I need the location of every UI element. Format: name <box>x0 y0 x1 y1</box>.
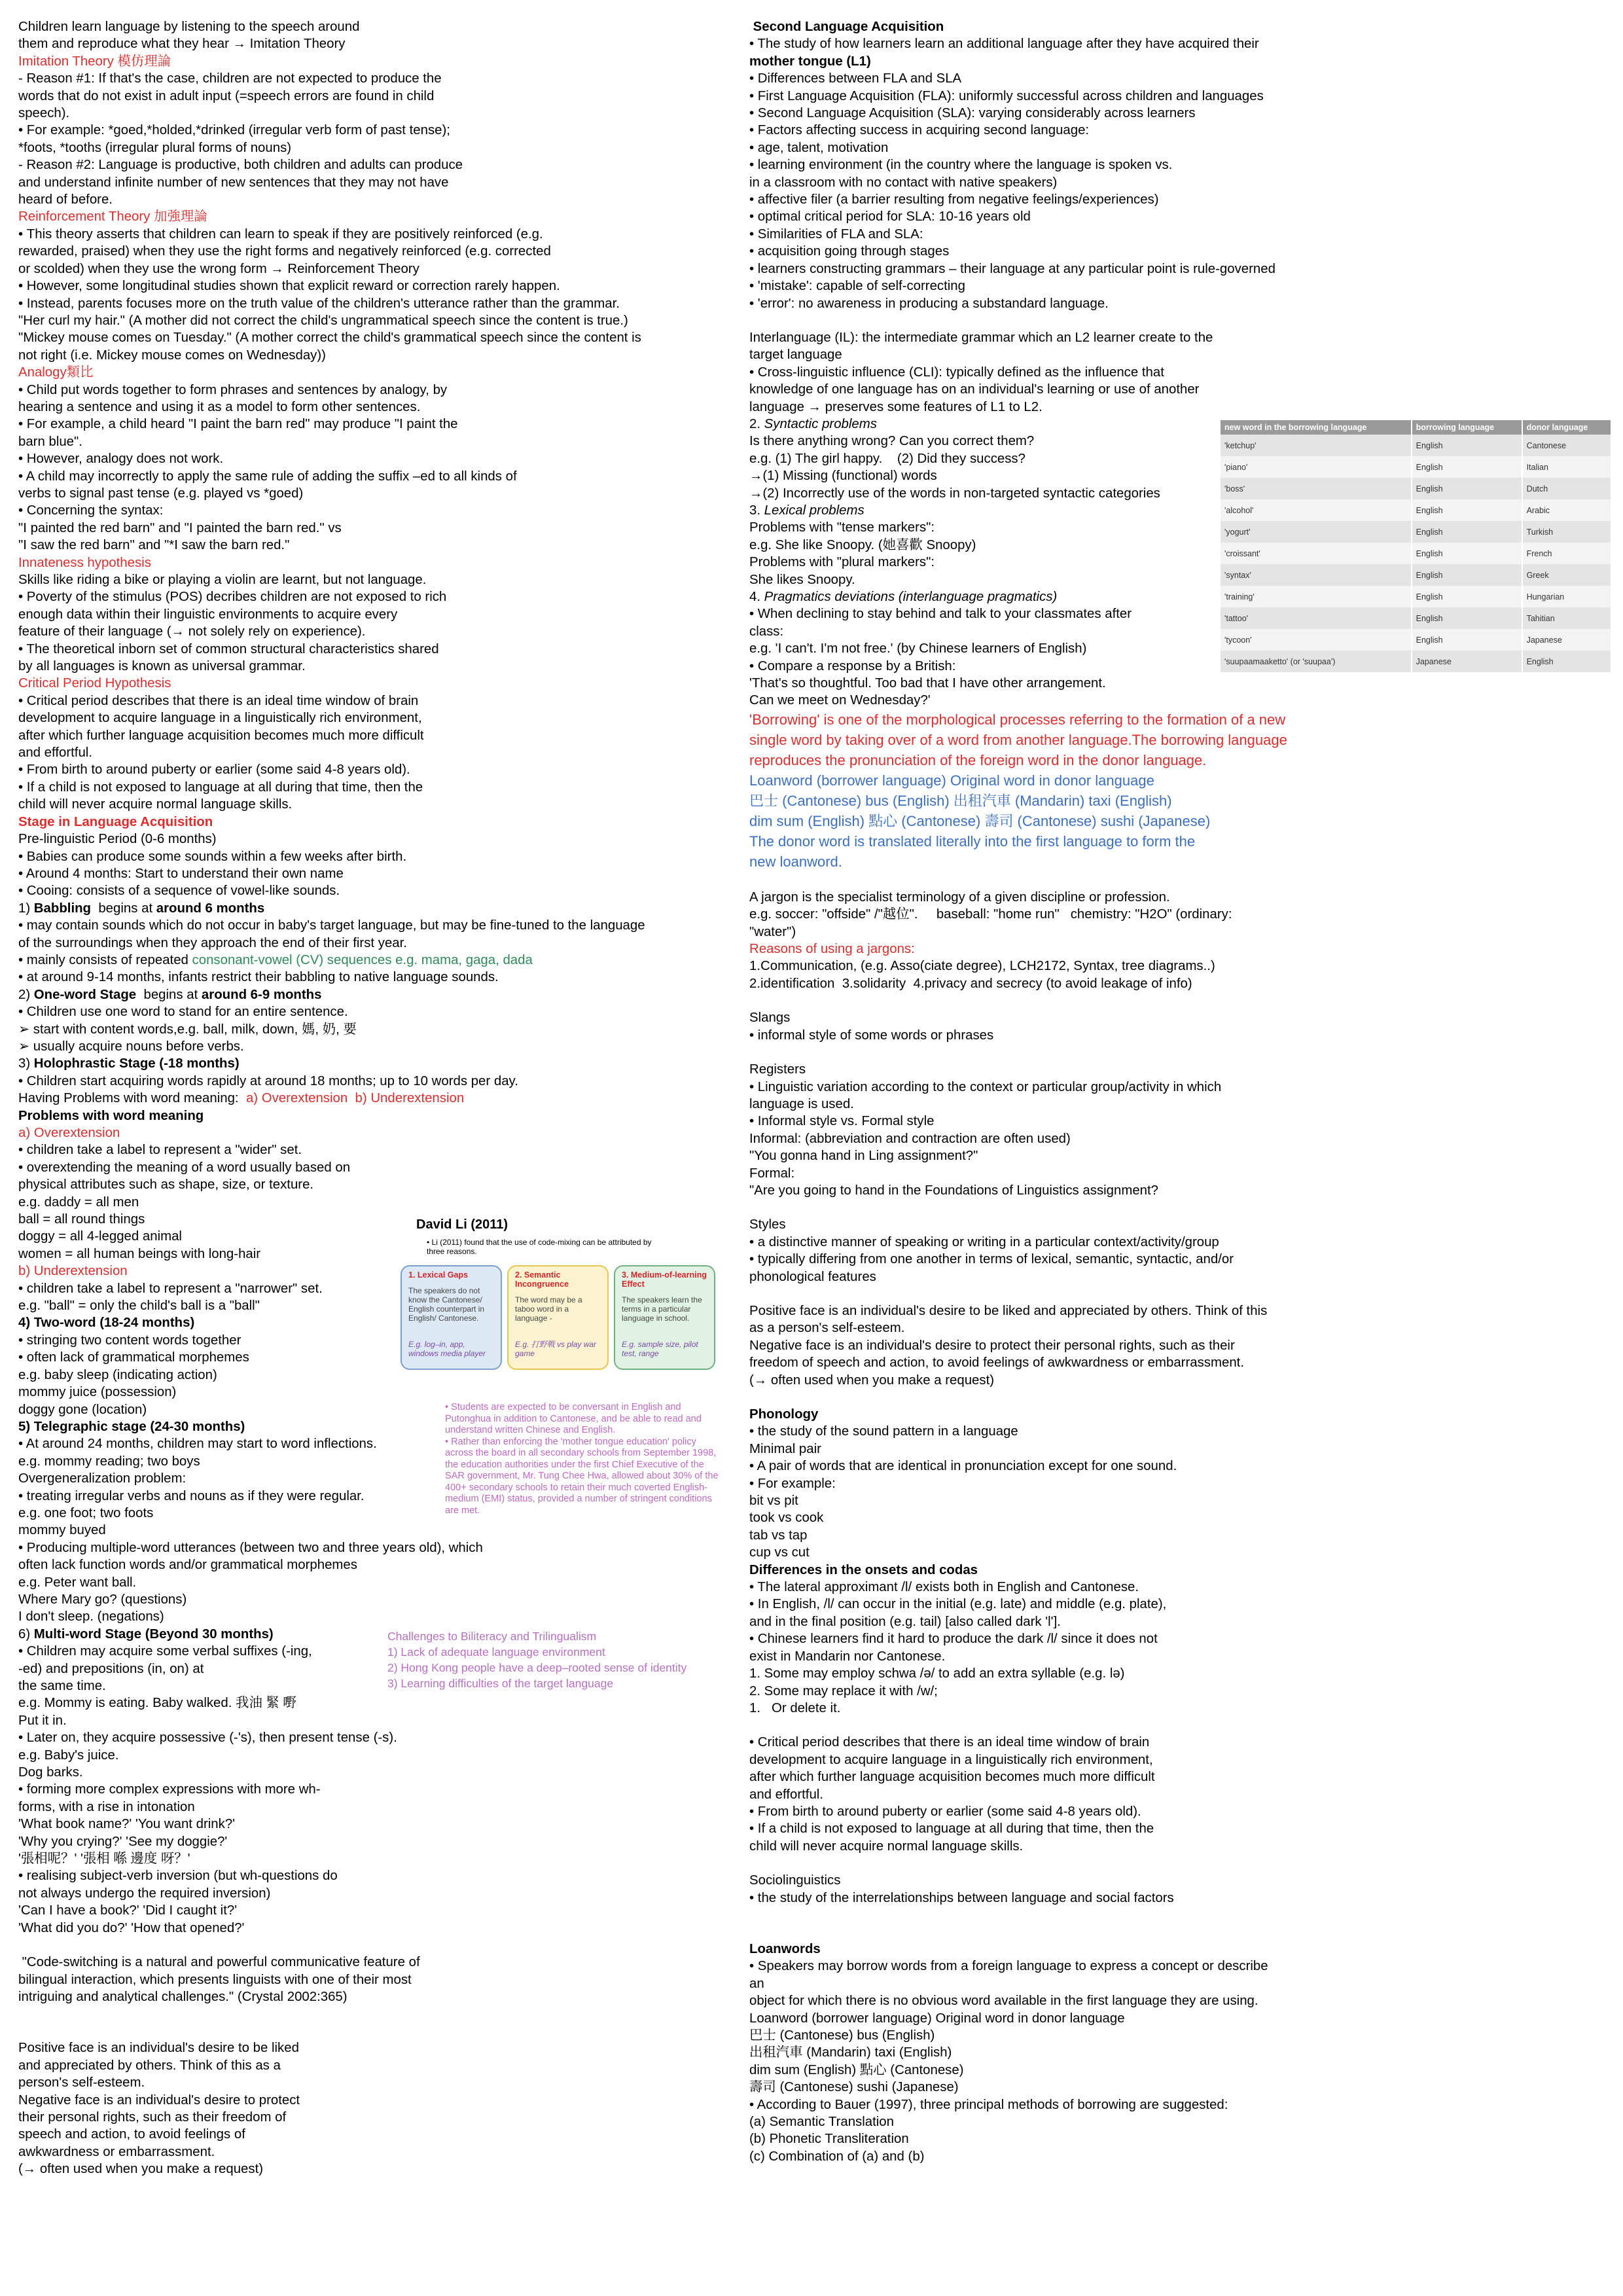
heading-analogy: Analogy類比 <box>18 365 94 380</box>
right-column <box>749 18 1351 2165</box>
jargon-section: A jargon is the specialist terminology of a given discipline or profession. e.g. soccer: "offside" /"越位". baseball: "home run" chemistry: "H2O" (ordinary: "water") Reasons of using a jargons: 1.Communication, (e.g. Asso(ciate degree), LCH2172, Syntax, tree diagrams..) 2.identification 3.solidarity 4.privacy and secrecy (to avoid leakage of info) <box>749 889 1232 991</box>
critical-period-section: • Critical period describes that there is an ideal time window of brain development to acquire language in a linguistically rich environment, after which further language acquisition becomes much more difficult and effortful. • From birth to around puberty or earlier (some said 4-8 years old). • If a child is not exposed to language at all during that time, then the child will never acquire normal language skills. <box>749 1735 1155 1854</box>
table-header-row <box>1221 420 1611 435</box>
table-row: 'croissant' English French <box>1221 543 1611 564</box>
table-row: 'ketchup' English Cantonese <box>1221 435 1611 456</box>
reason-box-medium-of-learning: 3. Medium-of-learning Effect The speakers learn the terms in a particular language in school. E.g. sample size, pilot test, range <box>614 1265 715 1370</box>
interlanguage-section: Interlanguage (IL): the intermediate grammar which an L2 learner create to the target language • Cross-linguistic influence (CLI): typically defined as the influence that knowledge of one language has on an individual's learning or use of another language → preserves some features of L1 to L2. 2. Syntactic problems Is there anything wrong? Can you correct them? e.g. (1) The girl happy. (2) Did they success? →(1) Missing (functional) words →(2) Incorrectly use of the words in non-targeted syntactic categories 3. Lexical problems Problems with "tense markers": e.g. She like Snoopy. (她喜歡 Snoopy) Problems with "plural markers": She likes Snoopy. 4. Pragmatics deviations (interlanguage pragmatics) • When declining to stay behind and talk to your classmates after class: e.g. 'I can't. I'm not free.' (by Chinese learners of English) • Compare a response by a British: 'That's so thoughtful. Too bad that I have other arrangement. Can we meet on Wednesday?' <box>749 330 1213 708</box>
text-line: Children learn language by listening to the speech around them and reproduce what they hear → Imitation Theory Imitation Theory 模仿理論 - Reason #1: If that's the case, children are not expected to produce the words that do not exist in adult input (=speech errors are found in child speech). • For example: *goed,*holded,*drinked (irregular verb form of past tense); *foots, *tooths (irregular plural forms of nouns) - Reason #2: Language is productive, both children and adults can produce and understand infinite number of new sentences that they may not have heard of before. Reinforcement Theory 加強理論 • This theory asserts that children can learn to speak if they are positively reinforced (e.g. rewarded, praised) when they use the right forms and negatively reinforced (e.g. corrected or scolded) when they use the wrong form → Reinforcement Theory • However, some longitudinal studies shown that explicit reward or correction rarely happen. • Instead, parents focuses more on the truth value of the children's utterance rather than the grammar. "Her curl my hair." (A mother did not correct the child's ungrammatical speech since the content is true.) "Mickey mouse comes on Tuesday." (A mother correct the child's grammatical speech since the content is not right (i.e. Mickey mouse comes on Wednesday)) Analogy類比 • Child put words together to form phrases and sentences by analogy, by hearing a sentence and using it as a model to form other sentences. • For example, a child heard "I paint the barn red" may produce "I paint the barn blue". • However, analogy does not work. • A child may incorrectly to apply the same rule of adding the suffix –ed to all kinds of verbs to signal past tense (e.g. played vs *goed) • Concerning the syntax: "I painted the red barn" and "I painted the barn red." vs "I saw the red barn" and "*I saw the barn red." Innateness hypothesis Skills like riding a bike or playing a violin are learnt, but not language. • Poverty of the stimulus (POS) decribes children are not exposed to rich enough data within their linguistic environments to acquire every feature of their language (→ not solely rely on experience). • The theoretical inborn set of common structural characteristics shared by all languages is known as universal grammar. Critical Period Hypothesis • Critical period describes that there is an ideal time window of brain development to acquire language in a linguistically rich environment, after which further language acquisition becomes much more difficult and effortful. • From birth to around puberty or earlier (some said 4-8 years old). • If a child is not exposed to language at all during that time, then the child will never acquire normal language skills. Stage in Language Acquisition Pre-linguistic Period (0-6 months) • Babies can produce some sounds within a few weeks after birth. • Around 4 months: Start to understand their own name • Cooing: consists of a sequence of vowel-like sounds. 1) Babbling begins at around 6 months • may contain sounds which do not occur in baby's target language, but may be fine-tuned to the language of the surroundings when they approach the end of their first year. • mainly consists of repeated consonant-vowel (CV) sequences e.g. mama, gaga, dada • at around 9-14 months, infants restrict their babbling to native language sounds. 2) One-word Stage begins at around 6-9 months • Children use one word to stand for an entire sentence. ➢ start with content words,e.g. ball, milk, down, 媽, 奶, 要 ➢ usually acquire nouns before verbs. 3) Holophrastic Stage (-18 months) • Children start acquiring words rapidly at around 18 months; up to 10 words per day. Having Problems with word meaning: a) Overextension b) Underextension Problems with word meaning a) Overextension • children take a label to represent a "wider" set. • overextending the meaning of a word usually based on physical attributes such as shape, size, or texture. e.g. daddy = all men ball = all round things doggy = all 4-legged animal women = all human beings with long-hair b) Underextension • children take a label to represent a "narrower" set. e.g. "ball" = only the child's ball is a "ball" 4) Two-word (18-24 months) • stringing two content words together • often lack of grammatical morphemes e.g. baby sleep (indicating action) mommy juice (possession) doggy gone (location) 5) Telegraphic stage (24-30 months) • At around 24 months, children may start to word inflections. e.g. mommy reading; two boys Overgeneralization problem: • treating irregular verbs and nouns as if they were regular. e.g. one foot; two foots mommy buyed • Producing multiple-word utterances (between two and three years old), which often lack function words and/or grammatical morphemes e.g. Peter want ball. Where Mary go? (questions) I don't sleep. (negations) 6) Multi-word Stage (Beyond 30 months) • Children may acquire some verbal suffixes (-ing, -ed) and prepositions (in, on) at the same time. e.g. Mommy is eating. Baby walked. 我油 緊 嘢 Put it in. • Later on, they acquire possessive (-'s), then present tense (-s). e.g. Baby's juice. Dog barks. • forming more complex expressions with more wh- forms, with a rise in intonation 'What book name?' 'You want drink?' 'Why you crying?' 'See my doggie?' '張相呢？' '張相 喺 邊度 呀？' • realising subject-verb inversion (but wh-questions do not always undergo the required inversion) 'Can I have a book?' 'Did I caught it?' 'What did you do?' 'How that opened?' <box>18 20 645 1935</box>
loanword-table <box>1221 420 1612 672</box>
face-paragraph: Positive face is an individual's desire to be liked and appreciated by others. Think of this as a person's self-esteem. Negative face is an individual's desire to protect their personal rights, such as their freedom of speech and action, to avoid feelings of awkwardness or embarrassment. (→ often used when you make a request) <box>18 2041 300 2177</box>
quote-crystal: "Code-switching is a natural and powerful communicative feature of bilingual interaction, which presents linguists with one of their most intriguing and analytical challenges." (Crystal 2002:365) <box>18 1955 420 2004</box>
heading-imitation-theory: Imitation Theory 模仿理論 <box>18 54 171 69</box>
table-row: 'piano' English Italian <box>1221 456 1611 478</box>
face-section: Positive face is an individual's desire to be liked and appreciated by others. Think of this as a person's self-esteem. Negative face is an individual's desire to protect their personal rights, such as their freedom of speech and action, to avoid feelings of awkwardness or embarrassment. (→ often used when you make a request) <box>749 1303 1268 1388</box>
figure-title: David Li (2011) <box>416 1217 508 1232</box>
loanwords-section: Loanwords • Speakers may borrow words from a foreign language to express a concept or describe an object for which there is no obvious word available in the first language they are using. Loanword (borrower language) Original word in donor language 巴士 (Cantonese) bus (English) 出租汽車 (Mandarin) taxi (English) dim sum (English) 點心 (Cantonese) 壽司 (Cantonese) sushi (Japanese) • According to Bauer (1997), three principal methods of borrowing are suggested: (a) Semantic Translation (b) Phonetic Transliteration (c) Combination of (a) and (b) <box>749 1941 1268 2164</box>
table-row: 'training' English Hungarian <box>1221 586 1611 607</box>
heading-sla: Second Language Acquisition <box>749 20 944 34</box>
column-header: borrowing language <box>1412 420 1522 435</box>
figure-note: • Li (2011) found that the use of code-mixing can be attributed by three reasons. <box>427 1238 652 1256</box>
registers-section: Registers • Linguistic variation according to the context or particular group/activity in which language is used. • Informal style vs. Formal style Informal: (abbreviation and contraction are often used) "You gonna hand in Ling assignment?" Formal: "Are you going to hand in the Foundations of Linguistics assignment? <box>749 1062 1222 1198</box>
heading-innateness: Innateness hypothesis <box>18 555 151 570</box>
borrowing-definition: 'Borrowing' is one of the morphological processes referring to the formation of a new single word by taking over of a word from another language.The borrowing language reproduces the pronunciation of the foreign word in the donor language. <box>749 711 1287 768</box>
slangs-section: Slangs • informal style of some words or phrases <box>749 1011 994 1043</box>
sociolinguistics-section: Sociolinguistics • the study of the interrelationships between language and social factors <box>749 1873 1174 1905</box>
table-row: 'boss' English Dutch <box>1221 478 1611 499</box>
reason-box-lexical-gaps: 1. Lexical Gaps The speakers do not know the Cantonese/ English counterpart in English/ Cantonese. E.g. log–in, app, windows media player <box>401 1265 502 1370</box>
table-row: 'tattoo' English Tahitian <box>1221 607 1611 629</box>
table-row: 'suupaamaaketto' (or 'suupaa') Japanese English <box>1221 651 1611 672</box>
table-row: 'alcohol' English Arabic <box>1221 499 1611 521</box>
left-column <box>18 18 745 2178</box>
loanword-examples: Loanword (borrower language) Original word in donor language 巴士 (Cantonese) bus (English) 出租汽車 (Mandarin) taxi (English) dim sum (English) 點心 (Cantonese) 壽司 (Cantonese) sushi (Japanese) The donor word is translated literally into the first language to form the new loanword. <box>749 772 1211 870</box>
phonology-section: Phonology • the study of the sound pattern in a language Minimal pair • A pair of words that are identical in pronunciation except for one sound. • For example: bit vs pit took vs cook tab vs tap cup vs cut Differences in the onsets and codas • The lateral approximant /l/ exists both in English and Cantonese. • In English, /l/ can occur in the initial (e.g. late) and middle (e.g. plate), and in the final position (e.g. tail) [also called dark 'l']. • Chinese learners find it hard to produce the dark /l/ since it does not exist in Mandarin nor Cantonese. 1. Some may employ schwa /ə/ to add an extra syllable (e.g. lə) 2. Some may replace it with /w/; 1. Or delete it. <box>749 1407 1177 1715</box>
styles-section: Styles • a distinctive manner of speaking or writing in a particular context/activity/group • typically differing from one another in terms of lexical, semantic, syntactic, and/or phonological features <box>749 1217 1234 1284</box>
table-row: 'tycoon' English Japanese <box>1221 629 1611 651</box>
david-li-figure <box>401 1217 721 1370</box>
table-row: 'yogurt' English Turkish <box>1221 521 1611 543</box>
column-header: donor language <box>1522 420 1611 435</box>
column-header: new word in the borrowing language <box>1221 420 1412 435</box>
reason-box-semantic-incongruence: 2. Semantic Incongruence The word may be a taboo word in a language - E.g. 打野戰 vs play war game <box>507 1265 609 1370</box>
sla-section: Second Language Acquisition • The study of how learners learn an additional language after they have acquired their mother tongue (L1) • Differences between FLA and SLA • First Language Acquisition (FLA): uniformly successful across children and languages • Second Language Acquisition (SLA): varying considerably across learners • Factors affecting success in acquiring second language: • age, talent, motivation • learning environment (in the country where the language is spoken vs. in a classroom with no contact with native speakers) • affective filer (a barrier resulting from negative feelings/experiences) • optimal critical period for SLA: 10-16 years old • Similarities of FLA and SLA: • acquisition going through stages • learners constructing grammars – their language at any particular point is rule-governed • 'mistake': capable of self-correcting • 'error': no awareness in producing a substandard language. <box>749 20 1275 311</box>
policy-notes: • Students are expected to be conversant in English and Putonghua in addition to Cantonese, and be able to read and understand written Chinese and English. • Rather than enforcing the 'mother tongue education' policy across the board in all secondary schools from September 1998, the education authorities under the first Chief Executive of the SAR government, Mr. Tung Chee Hwa, allowed about 30% of the 400+ secondary schools to retain their much coverted English-medium (EMI) status, provided a number of stringent conditions are met. <box>445 1402 719 1516</box>
challenges-list: Challenges to Biliteracy and Trilingualism 1) Lack of adequate language environment 2) Hong Kong people have a deep–rooted sense of identity 3) Learning difficulties of the target language <box>387 1630 687 1690</box>
heading-critical-period: Critical Period Hypothesis <box>18 676 171 691</box>
heading-reinforcement-theory: Reinforcement Theory 加強理論 <box>18 209 207 224</box>
heading-stages: Stage in Language Acquisition <box>18 814 213 829</box>
table-row: 'syntax' English Greek <box>1221 564 1611 586</box>
